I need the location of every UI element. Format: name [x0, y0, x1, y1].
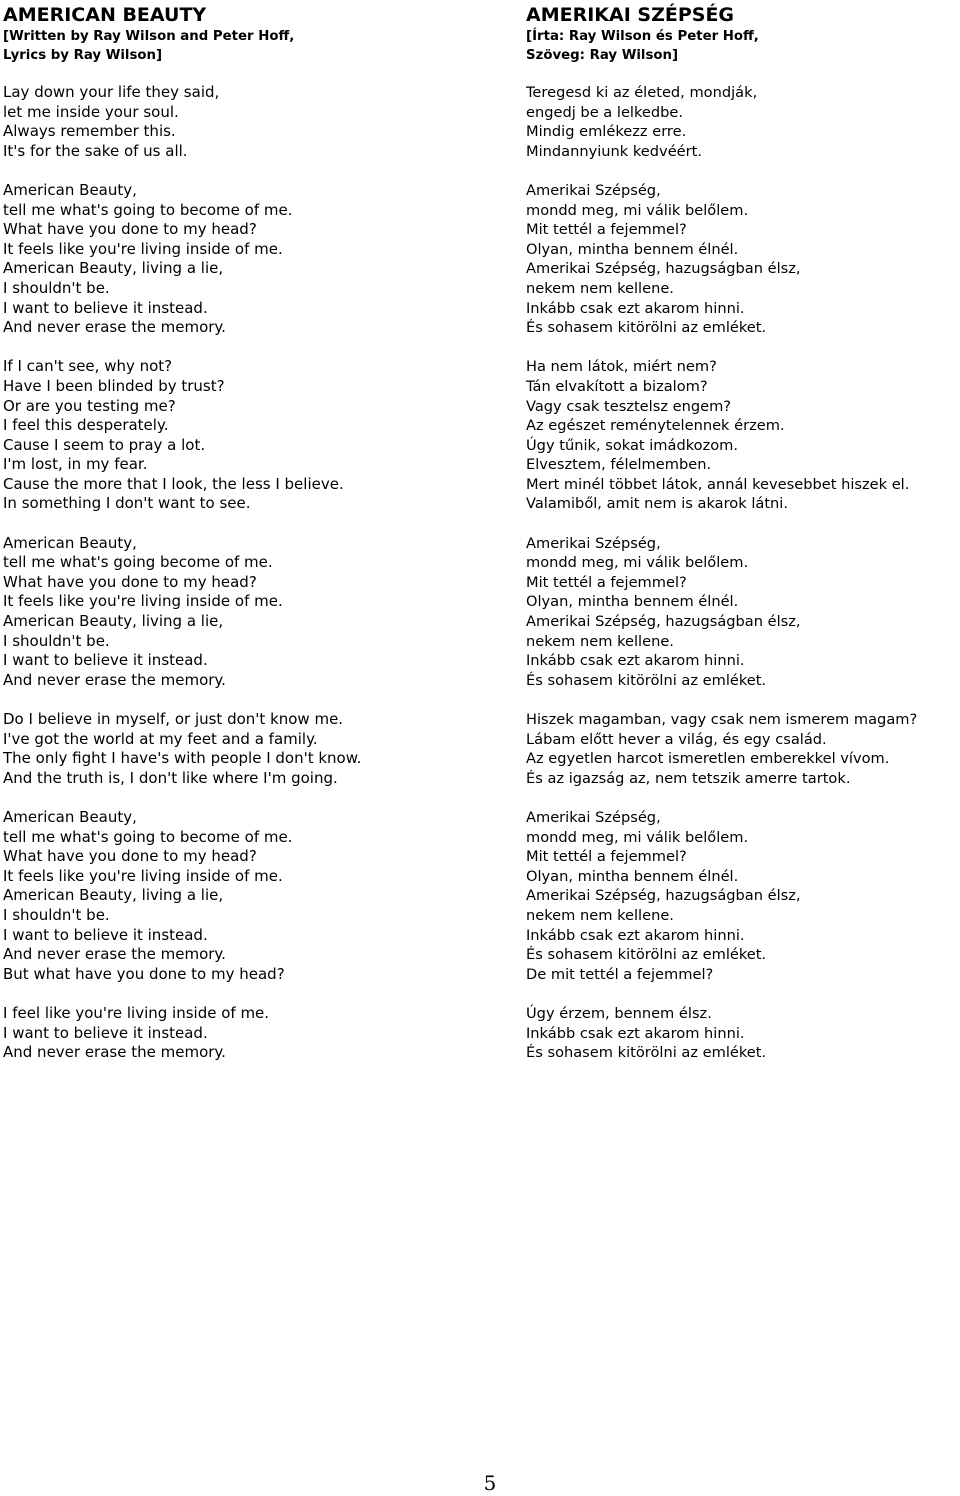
- english-stanza: [3, 357, 473, 514]
- english-song-title: AMERICAN BEAUTY: [3, 4, 207, 26]
- hungarian-lyric-line: És az igazság az, nem tetszik amerre tartok.: [526, 769, 851, 787]
- hungarian-lyric-line: Valamiből, amit nem is akarok látni.: [526, 495, 788, 513]
- english-stanza: [3, 83, 473, 161]
- hungarian-lyric-line: Teregesd ki az életed, mondják,: [526, 84, 758, 101]
- hungarian-lyric-line: engedj be a lelkedbe.: [526, 103, 684, 121]
- hungarian-lyric-line: Vagy csak tesztelsz engem?: [526, 397, 732, 415]
- hungarian-lyric-line: Amerikai Szépség, hazugságban élsz,: [526, 613, 801, 631]
- hungarian-lyric-line: Mit tettél a fejemmel?: [526, 848, 687, 866]
- english-lyric-line: American Beauty, living a lie,: [3, 612, 224, 631]
- english-lyric-line: Always remember this.: [3, 122, 176, 141]
- english-lyric-line: Or are you testing me?: [3, 396, 176, 415]
- english-lyric-line: I feel this desperately.: [3, 416, 169, 435]
- hungarian-lyric-line: Inkább csak ezt akarom hinni.: [526, 652, 745, 670]
- hungarian-stanza: [526, 357, 960, 514]
- page-number: 5: [483, 1471, 497, 1495]
- english-lyric-line: And never erase the memory.: [3, 318, 226, 337]
- english-lyric-line: Do I believe in myself, or just don't know me.: [3, 710, 344, 728]
- english-lyric-line: tell me what's going to become of me.: [3, 200, 293, 219]
- english-credits-line: [Written by Ray Wilson and Peter Hoff,: [3, 29, 295, 44]
- hungarian-lyric-line: Olyan, mintha bennem élnél.: [526, 593, 739, 611]
- hungarian-lyric-line: Amerikai Szépség,: [526, 808, 661, 826]
- english-lyric-line: It feels like you're living inside of me.: [3, 239, 283, 258]
- english-stanza: [3, 181, 473, 338]
- english-lyric-line: What have you done to my head?: [3, 847, 257, 866]
- hungarian-lyric-line: Mindannyiunk kedvéért.: [526, 142, 703, 160]
- hungarian-lyric-line: Olyan, mintha bennem élnél.: [526, 240, 739, 258]
- hungarian-lyric-line: És sohasem kitörölni az emléket.: [526, 946, 767, 964]
- english-lyric-line: It's for the sake of us all.: [3, 141, 188, 160]
- english-lyric-line: I feel like you're living inside of me.: [3, 1003, 270, 1022]
- english-lyric-line: And never erase the memory.: [3, 1043, 226, 1062]
- hungarian-lyric-line: Amerikai Szépség, hazugságban élsz,: [526, 887, 801, 905]
- english-lyric-line: I want to believe it instead.: [3, 1023, 208, 1042]
- english-lyric-line: But what have you done to my head?: [3, 964, 285, 983]
- english-lyric-line: What have you done to my head?: [3, 572, 257, 591]
- hungarian-lyric-line: mondd meg, mi válik belőlem.: [526, 554, 749, 572]
- hungarian-lyric-line: nekem nem kellene.: [526, 906, 674, 924]
- english-lyric-line: American Beauty,: [3, 180, 137, 199]
- hungarian-lyric-line: Úgy tűnik, sokat imádkozom.: [526, 436, 739, 454]
- hungarian-lyric-line: Inkább csak ezt akarom hinni.: [526, 1024, 745, 1042]
- english-lyric-line: Cause the more that I look, the less I believe.: [3, 474, 344, 493]
- english-lyric-line: I shouldn't be.: [3, 905, 110, 924]
- hungarian-lyric-line: Tán elvakított a bizalom?: [526, 377, 708, 395]
- hungarian-lyric-line: nekem nem kellene.: [526, 279, 674, 297]
- hungarian-lyric-line: Mert minél többet látok, annál kevesebbet hiszek el.: [526, 475, 910, 493]
- english-lyric-line: If I can't see, why not?: [3, 357, 173, 376]
- hungarian-credits: [526, 27, 960, 65]
- hungarian-stanza: [526, 181, 960, 338]
- hungarian-lyric-line: Ha nem látok, miért nem?: [526, 358, 717, 376]
- english-credits-line: Lyrics by Ray Wilson]: [3, 48, 163, 63]
- english-lyric-line: I shouldn't be.: [3, 631, 110, 650]
- english-lyric-line: It feels like you're living inside of me.: [3, 866, 283, 885]
- english-lyric-line: American Beauty, living a lie,: [3, 886, 224, 905]
- hungarian-lyric-line: mondd meg, mi válik belőlem.: [526, 828, 749, 846]
- english-stanza: [3, 710, 473, 788]
- hungarian-lyric-line: De mit tettél a fejemmel?: [526, 965, 714, 983]
- english-lyric-line: I've got the world at my feet and a family.: [3, 729, 318, 748]
- english-lyric-line: What have you done to my head?: [3, 220, 257, 239]
- english-lyric-line: tell me what's going to become of me.: [3, 827, 293, 846]
- english-lyric-line: I want to believe it instead.: [3, 651, 208, 670]
- hungarian-lyric-line: Lábam előtt hever a világ, és egy család.: [526, 730, 827, 748]
- english-stanza: [3, 1004, 473, 1063]
- hungarian-stanza: [526, 534, 960, 691]
- english-stanza: [3, 534, 473, 691]
- hungarian-lyric-line: Az egészet reménytelennek érzem.: [526, 417, 785, 435]
- hungarian-lyric-line: Az egyetlen harcot ismeretlen emberekkel vívom.: [526, 750, 890, 768]
- hungarian-lyric-line: És sohasem kitörölni az emléket.: [526, 671, 767, 689]
- english-lyric-line: Have I been blinded by trust?: [3, 376, 225, 395]
- hungarian-stanza: [526, 710, 960, 788]
- english-lyric-line: American Beauty,: [3, 533, 137, 552]
- hungarian-lyric-line: Mit tettél a fejemmel?: [526, 573, 687, 591]
- hungarian-lyric-line: mondd meg, mi válik belőlem.: [526, 201, 749, 219]
- hungarian-stanza: [526, 83, 960, 161]
- english-lyric-line: Cause I seem to pray a lot.: [3, 435, 206, 454]
- hungarian-lyric-line: Olyan, mintha bennem élnél.: [526, 867, 739, 885]
- english-lyric-line: tell me what's going become of me.: [3, 553, 273, 572]
- hungarian-credits-line: Szöveg: Ray Wilson]: [526, 48, 679, 63]
- hungarian-lyric-line: Amerikai Szépség,: [526, 534, 661, 552]
- hungarian-lyric-line: Elvesztem, félelmemben.: [526, 456, 712, 474]
- english-lyric-line: I want to believe it instead.: [3, 298, 208, 317]
- hungarian-lyric-line: Hiszek magamban, vagy csak nem ismerem magam?: [526, 711, 918, 728]
- hungarian-lyric-line: Mit tettél a fejemmel?: [526, 221, 687, 239]
- english-lyric-line: It feels like you're living inside of me.: [3, 592, 283, 611]
- english-lyric-line: And never erase the memory.: [3, 670, 226, 689]
- hungarian-lyric-line: És sohasem kitörölni az emléket.: [526, 319, 767, 337]
- hungarian-lyric-line: Amerikai Szépség,: [526, 181, 661, 199]
- english-lyric-line: In something I don't want to see.: [3, 494, 251, 513]
- english-lyric-line: American Beauty,: [3, 807, 137, 826]
- english-lyric-line: let me inside your soul.: [3, 102, 179, 121]
- hungarian-lyrics-column: [526, 4, 960, 1082]
- hungarian-stanzas: [526, 83, 960, 1063]
- english-credits: [3, 27, 473, 65]
- hungarian-lyric-line: Mindig emlékezz erre.: [526, 123, 687, 141]
- english-lyrics-column: [3, 4, 473, 1082]
- hungarian-lyric-line: nekem nem kellene.: [526, 632, 674, 650]
- english-stanzas: [3, 83, 473, 1063]
- english-lyric-line: The only fight I have's with people I don't know.: [3, 749, 362, 768]
- hungarian-lyric-line: Inkább csak ezt akarom hinni.: [526, 299, 745, 317]
- hungarian-stanza: [526, 1004, 960, 1063]
- english-lyric-line: Lay down your life they said,: [3, 83, 220, 101]
- english-lyric-line: And never erase the memory.: [3, 945, 226, 964]
- hungarian-lyric-line: Úgy érzem, bennem élsz.: [526, 1004, 712, 1022]
- hungarian-lyric-line: És sohasem kitörölni az emléket.: [526, 1044, 767, 1062]
- english-lyric-line: I'm lost, in my fear.: [3, 455, 148, 474]
- hungarian-lyric-line: Inkább csak ezt akarom hinni.: [526, 926, 745, 944]
- english-lyric-line: And the truth is, I don't like where I'm going.: [3, 768, 338, 787]
- english-lyric-line: I want to believe it instead.: [3, 925, 208, 944]
- hungarian-stanza: [526, 808, 960, 984]
- hungarian-song-title: AMERIKAI SZÉPSÉG: [526, 4, 735, 26]
- english-stanza: [3, 808, 473, 984]
- english-lyric-line: I shouldn't be.: [3, 278, 110, 297]
- hungarian-lyric-line: Amerikai Szépség, hazugságban élsz,: [526, 260, 801, 278]
- hungarian-credits-line: [Írta: Ray Wilson és Peter Hoff,: [526, 29, 759, 44]
- english-lyric-line: American Beauty, living a lie,: [3, 259, 224, 278]
